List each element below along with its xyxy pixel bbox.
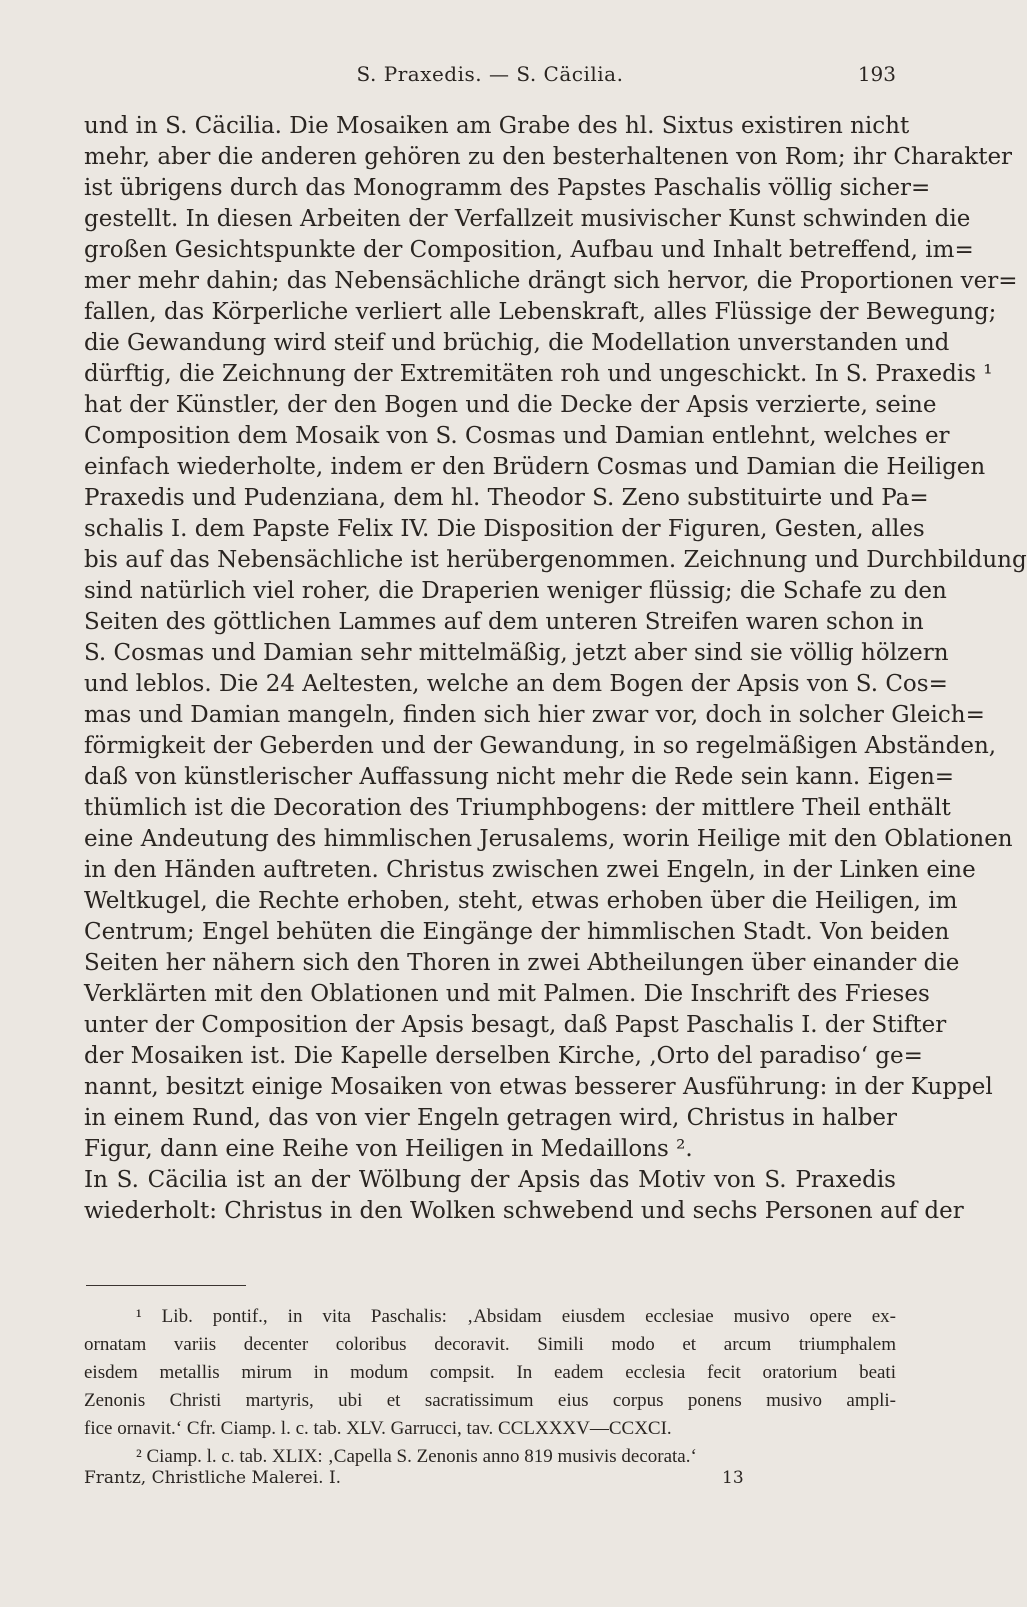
body-line: bis auf das Nebensächliche ist herübergenommen. Zeichnung und Durchbildung: [84, 547, 1027, 573]
running-head-title: S. Praxedis. — S. Cäcilia.: [356, 62, 624, 86]
footnote-line: Zenonis Christi martyris, ubi et sacratissimum eius corpus ponens musivo ampli-: [84, 1390, 896, 1411]
footnote-line: fice ornavit.‘ Cfr. Ciamp. l. c. tab. XLV. Garrucci, tav. CCLXXXV—CCXCI.: [84, 1418, 672, 1439]
body-line: mas und Damian mangeln, finden sich hier zwar vor, doch in solcher Gleich=: [84, 702, 985, 728]
body-line: förmigkeit der Geberden und der Gewandung, in so regelmäßigen Abständen,: [84, 733, 997, 759]
body-line: In S. Cäcilia ist an der Wölbung der Apsis das Motiv von S. Praxedis: [84, 1167, 896, 1193]
body-line: ist übrigens durch das Monogramm des Papstes Paschalis völlig sicher=: [84, 175, 931, 201]
signature-line: [84, 1468, 896, 1496]
body-line: in einem Rund, das von vier Engeln getragen wird, Christus in halber: [84, 1105, 898, 1131]
signature-text: Frantz, Christliche Malerei. I.: [84, 1468, 342, 1488]
body-line: hat der Künstler, der den Bogen und die Decke der Apsis verzierte, seine: [84, 392, 937, 418]
running-head: [84, 62, 896, 94]
footnote-line: eisdem metallis mirum in modum compsit. In eadem ecclesia fecit oratorium beati: [84, 1362, 896, 1383]
body-line: schalis I. dem Papste Felix IV. Die Disposition der Figuren, Gesten, alles: [84, 516, 925, 542]
page-number: 193: [857, 62, 896, 86]
body-line: daß von künstlerischer Auffassung nicht mehr die Rede sein kann. Eigen=: [84, 764, 955, 790]
body-line: wiederholt: Christus in den Wolken schwebend und sechs Personen auf der: [84, 1198, 964, 1224]
body-line: sind natürlich viel roher, die Draperien weniger flüssig; die Schafe zu den: [84, 578, 947, 604]
body-line: fallen, das Körperliche verliert alle Lebenskraft, alles Flüssige der Bewegung;: [84, 299, 997, 325]
body-line: nannt, besitzt einige Mosaiken von etwas besserer Ausführung: in der Kuppel: [84, 1074, 993, 1100]
signature-number: 13: [722, 1468, 744, 1488]
footnotes: [84, 1303, 896, 1471]
body-line: in den Händen auftreten. Christus zwischen zwei Engeln, in der Linken eine: [84, 857, 976, 883]
body-line: Composition dem Mosaik von S. Cosmas und Damian entlehnt, welches er: [84, 423, 950, 449]
body-line: mer mehr dahin; das Nebensächliche drängt sich hervor, die Proportionen ver=: [84, 268, 1018, 294]
footnote-line: ornatam variis decenter coloribus decoravit. Simili modo et arcum triumphalem: [84, 1334, 896, 1355]
body-line: und leblos. Die 24 Aeltesten, welche an dem Bogen der Apsis von S. Cos=: [84, 671, 948, 697]
footnote-divider: [86, 1285, 246, 1286]
footnote-line: ¹ Lib. pontif., in vita Paschalis: ‚Absidam eiusdem ecclesiae musivo opere ex-: [136, 1306, 896, 1327]
body-line: unter der Composition der Apsis besagt, daß Papst Paschalis I. der Stifter: [84, 1012, 947, 1038]
body-line: thümlich ist die Decoration des Triumphbogens: der mittlere Theil enthält: [84, 795, 951, 821]
body-line: Praxedis und Pudenziana, dem hl. Theodor S. Zeno substituirte und Pa=: [84, 485, 929, 511]
body-line: Centrum; Engel behüten die Eingänge der himmlischen Stadt. Von beiden: [84, 919, 950, 945]
body-line: großen Gesichtspunkte der Composition, Aufbau und Inhalt betreffend, im=: [84, 237, 974, 263]
body-line: gestellt. In diesen Arbeiten der Verfallzeit musivischer Kunst schwinden die: [84, 206, 971, 232]
body-line: Seiten des göttlichen Lammes auf dem unteren Streifen waren schon in: [84, 609, 924, 635]
body-line: mehr, aber die anderen gehören zu den besterhaltenen von Rom; ihr Charakter: [84, 144, 1013, 170]
body-line: Verklärten mit den Oblationen und mit Palmen. Die Inschrift des Frieses: [84, 981, 930, 1007]
body-line: der Mosaiken ist. Die Kapelle derselben Kirche, ‚Orto del paradiso‘ ge=: [84, 1043, 923, 1069]
footnote-line: ² Ciamp. l. c. tab. XLIX: ‚Capella S. Zenonis anno 819 musivis decorata.‘: [136, 1446, 697, 1467]
body-line: einfach wiederholte, indem er den Brüdern Cosmas und Damian die Heiligen: [84, 454, 986, 480]
body-line: Seiten her nähern sich den Thoren in zwei Abtheilungen über einander die: [84, 950, 960, 976]
body-line: S. Cosmas und Damian sehr mittelmäßig, jetzt aber sind sie völlig hölzern: [84, 640, 949, 666]
body-line: dürftig, die Zeichnung der Extremitäten roh und ungeschickt. In S. Praxedis ¹: [84, 361, 993, 387]
body-line: eine Andeutung des himmlischen Jerusalems, worin Heilige mit den Oblationen: [84, 826, 1013, 852]
body-text: [84, 111, 1027, 1227]
body-line: Weltkugel, die Rechte erhoben, steht, etwas erhoben über die Heiligen, im: [84, 888, 958, 914]
body-line: Figur, dann eine Reihe von Heiligen in Medaillons ².: [84, 1136, 693, 1162]
body-line: und in S. Cäcilia. Die Mosaiken am Grabe des hl. Sixtus existiren nicht: [84, 113, 910, 139]
body-line: die Gewandung wird steif und brüchig, die Modellation unverstanden und: [84, 330, 950, 356]
